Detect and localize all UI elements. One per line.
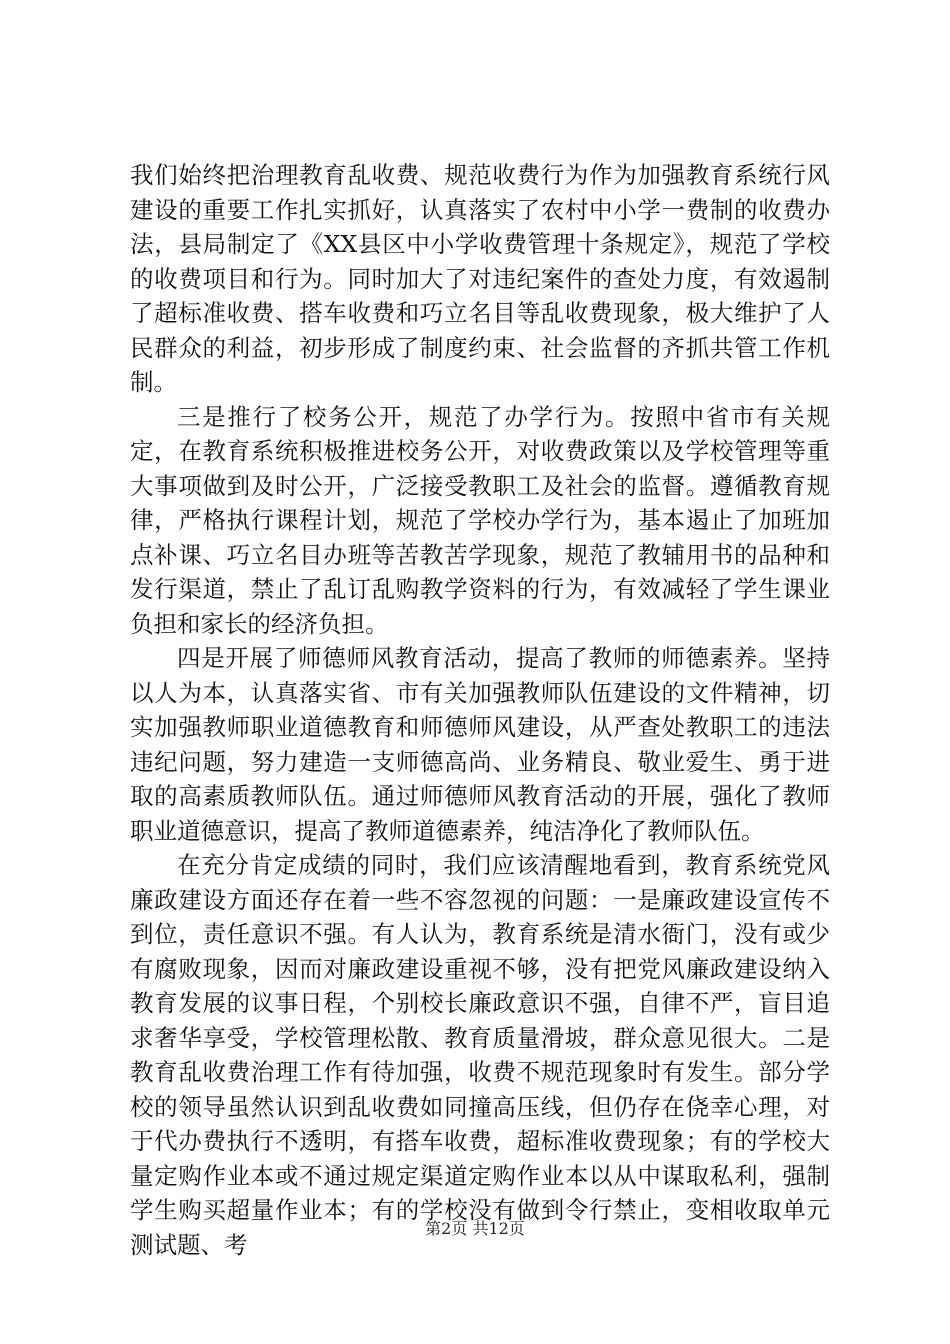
paragraph-problems: 在充分肯定成绩的同时，我们应该清醒地看到，教育系统党风廉政建设方面还存在着一些不容忽视的问题：一是廉政建设宣传不到位，责任意识不强。有人认为，教育系统是清水衙门，没有或少有腐败现象，因而对廉政建设重视不够，没有把党风廉政建设纳入教育发展的议事日程，个别校长廉政意识不强，自律不严，盲目追求奢华享受，学校管理松散、教育质量滑坡，群众意见很大。二是教育乱收费治理工作有待加强，收费不规范现象时有发生。部分学校的领导虽然认识到乱收费如同撞高压线，但仍存在侥幸心理，对于代办费执行不透明，有搭车收费，超标准收费现象；有的学校大量定购作业本或不通过规定渠道定购作业本以从中谋取私利，强制学生购买超量作业本；有的学校没有做到令行禁止，变相收取单元测试题、考 [130, 851, 830, 1259]
paragraph-teacher-ethics: 四是开展了师德师风教育活动，提高了教师的师德素养。坚持以人为本，认真落实省、市有关加强教师队伍建设的文件精神，切实加强教师职业道德教育和师德师风建设，从严查处教职工的违法违纪问题，努力建造一支师德高尚、业务精良、敬业爱生、勇于进取的高素质教师队伍。通过师德师风教育活动的开展，强化了教师职业道德意识，提高了教师道德素养，纯洁净化了教师队伍。 [130, 644, 830, 845]
body-text [130, 158, 830, 1262]
paragraph-school-affairs: 三是推行了校务公开，规范了办学行为。按照中省市有关规定，在教育系统积极推进校务公开，对收费政策以及学校管理等重大事项做到及时公开，广泛接受教职工及社会的监督。遵循教育规律，严格执行课程计划，规范了学校办学行为，基本遏止了加班加点补课、巧立名目办班等苦教苦学现象，规范了教辅用书的品种和发行渠道，禁止了乱订乱购教学资料的行为，有效减轻了学生课业负担和家长的经济负担。 [130, 402, 830, 638]
page-number-footer: 第2页 共12页 [425, 1219, 525, 1238]
paragraph-continuation: 我们始终把治理教育乱收费、规范收费行为作为加强教育系统行风建设的重要工作扎实抓好，认真落实了农村中小学一费制的收费办法，县局制定了《XX县区中小学收费管理十条规定》，规范了学校的收费项目和行为。同时加大了对违纪案件的查处力度，有效遏制了超标准收费、搭车收费和巧立名目等乱收费现象，极大维护了人民群众的利益，初步形成了制度约束、社会监督的齐抓共管工作机制。 [130, 161, 830, 396]
